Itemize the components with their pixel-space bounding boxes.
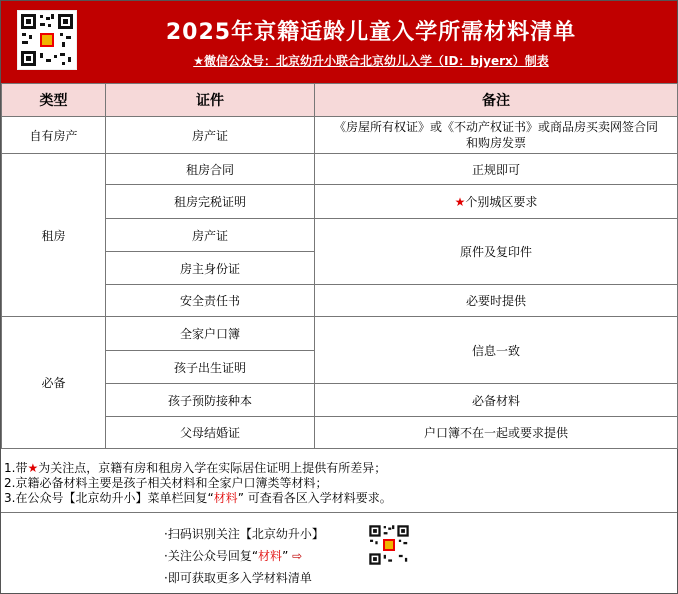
header-type: 类型 [2, 84, 106, 117]
note-item-1 [4, 461, 677, 476]
instruction-text: ·关注公众号回复“ [164, 549, 259, 563]
note-text: 3.在公众号【北京幼升小】菜单栏回复“ [4, 491, 214, 505]
note-cell: 信息一致 [315, 317, 678, 384]
note-line: 和购房发票 [465, 136, 526, 150]
note-cell: 正规即可 [315, 154, 678, 185]
instruction-line-3: ·即可获取更多入学材料清单 [164, 571, 312, 585]
doc-cell: 租房完税证明 [106, 185, 315, 219]
table-header-row [2, 84, 678, 117]
instruction-line-1: ·扫码识别关注【北京幼升小】 [164, 527, 324, 541]
star-icon: ★ [27, 461, 39, 475]
note-text: 1.带 [4, 461, 28, 475]
note-item-2: 2.京籍必备材料主要是孩子相关材料和全家户口簿类等材料； [4, 476, 328, 490]
materials-table [1, 83, 678, 449]
qr-logo-icon [40, 33, 54, 47]
keyword-highlight: 材料 [258, 549, 283, 563]
note-cell: 原件及复印件 [315, 219, 678, 285]
keyword-highlight: 材料 [213, 491, 238, 505]
note-item-3 [4, 491, 677, 506]
type-owned: 自有房产 [2, 117, 106, 154]
table-row [2, 317, 678, 351]
header-document: 证件 [106, 84, 315, 117]
note-cell: 必要时提供 [315, 285, 678, 317]
follow-instructions [164, 523, 324, 589]
instruction-line-2 [164, 545, 324, 567]
notes-section [1, 457, 677, 513]
qr-logo-icon [383, 539, 395, 551]
doc-cell: 孩子预防接种本 [106, 384, 315, 417]
page-title: 2025年京籍适龄儿童入学所需材料清单 [165, 20, 577, 45]
doc-cell: 房主身份证 [106, 252, 315, 285]
doc-cell: 全家户口簿 [106, 317, 315, 351]
note-cell: 户口簿不在一起或要求提供 [315, 417, 678, 449]
table-row [2, 154, 678, 185]
doc-cell: 房产证 [106, 117, 315, 154]
header-note: 备注 [315, 84, 678, 117]
page-subtitle: ★微信公众号：北京幼升小联合北京幼儿入学（ID：bjyerx）制表 [193, 54, 549, 68]
note-cell: 必备材料 [315, 384, 678, 417]
note-cell [315, 185, 678, 219]
star-icon: ★ [454, 195, 466, 209]
header-banner [1, 1, 677, 83]
qr-code-icon [17, 10, 77, 70]
doc-cell: 房产证 [106, 219, 315, 252]
note-text: 为关注点，京籍有房和租房入学在实际居住证明上提供有所差异； [38, 461, 387, 475]
doc-cell: 租房合同 [106, 154, 315, 185]
note-line: 《房屋所有权证》或《不动产权证书》或商品房买卖网签合同 [333, 120, 658, 134]
doc-cell: 安全责任书 [106, 285, 315, 317]
qr-code-icon [367, 523, 411, 567]
doc-cell: 父母结婚证 [106, 417, 315, 449]
table-row [2, 117, 678, 154]
instruction-text: ” [282, 549, 289, 563]
arrow-right-icon: ⇨ [292, 549, 303, 563]
note-cell [315, 117, 678, 154]
doc-cell: 孩子出生证明 [106, 351, 315, 384]
type-required: 必备 [2, 317, 106, 449]
note-text: ” 可查看各区入学材料要求。 [237, 491, 392, 505]
type-rent: 租房 [2, 154, 106, 317]
note-text: 个别城区要求 [465, 195, 538, 209]
